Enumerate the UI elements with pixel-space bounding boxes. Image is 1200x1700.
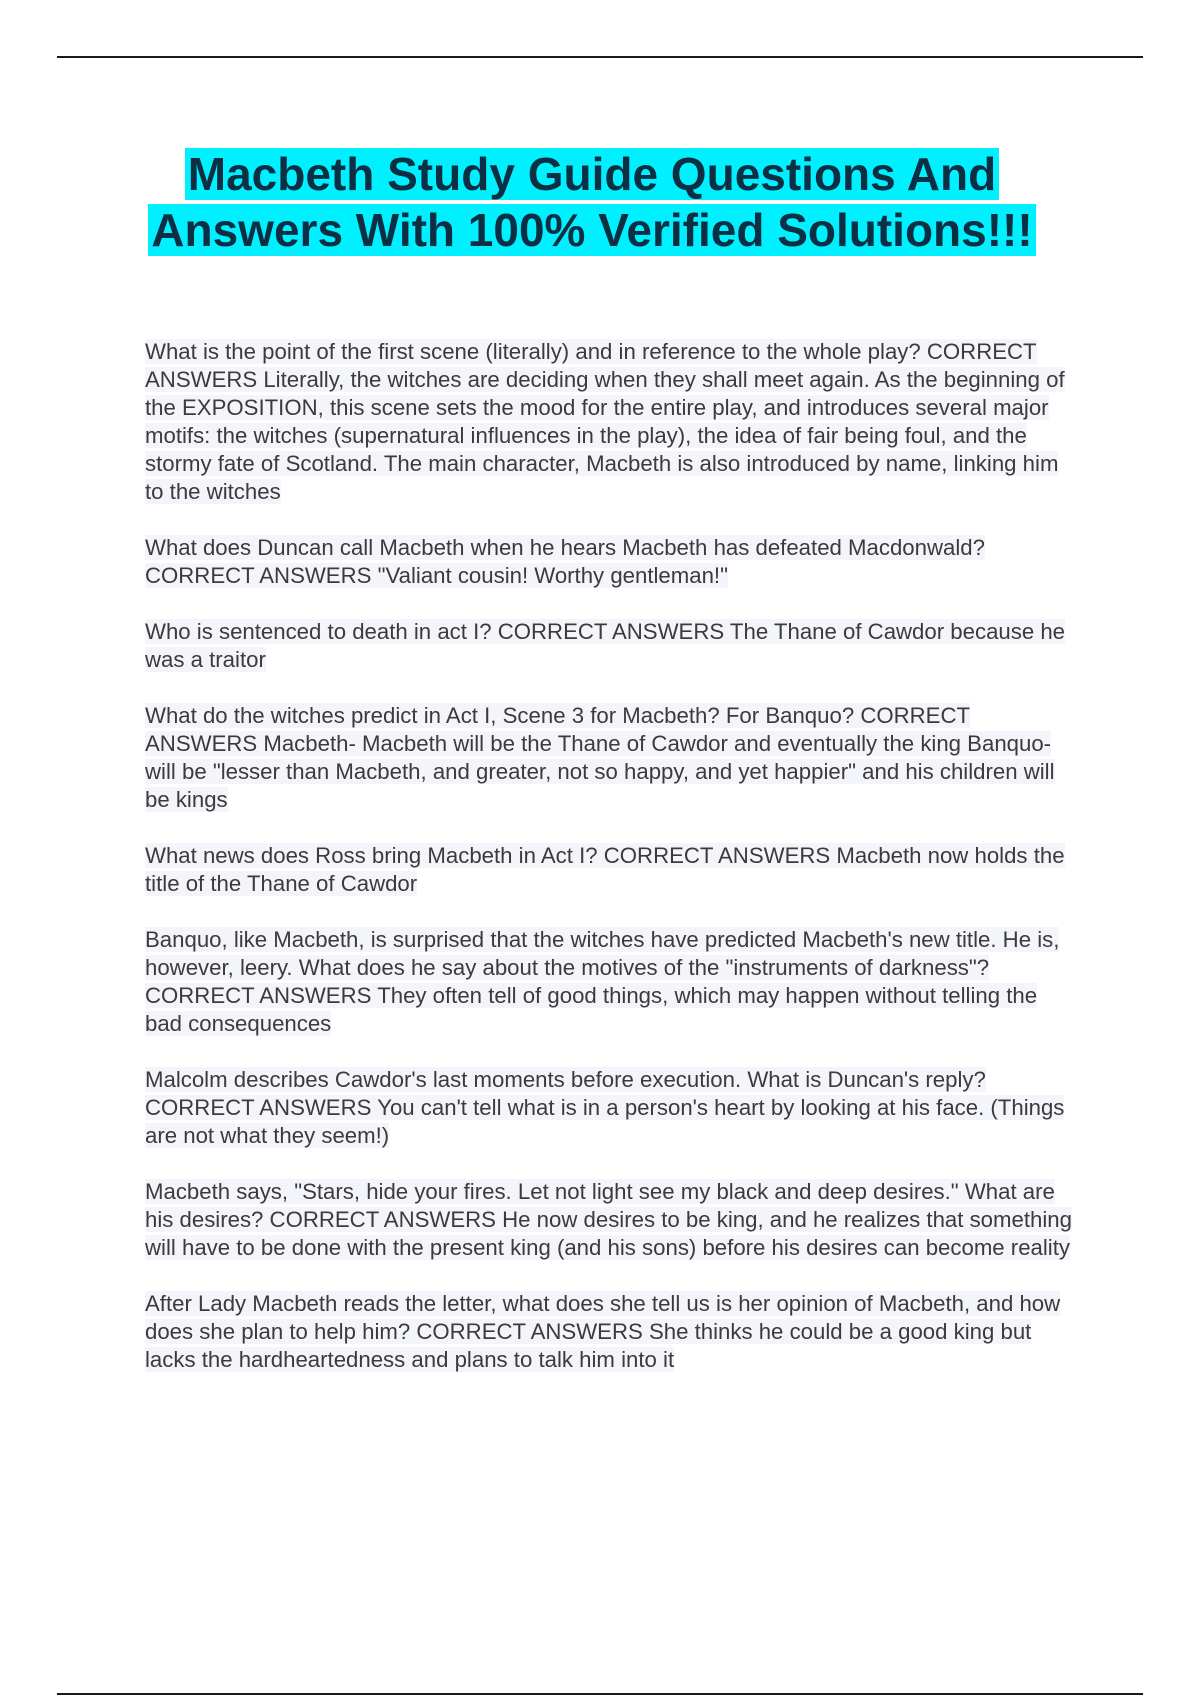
qa-text: Who is sentenced to death in act I? CORRECT ANSWERS The Thane of Cawdor because he was a traitor	[145, 619, 1066, 672]
qa-text: After Lady Macbeth reads the letter, what does she tell us is her opinion of Macbeth, and how does she plan to help him? CORRECT ANSWERS She thinks he could be a good king but lacks the hardheartedness and plans to talk him into it	[145, 1291, 1061, 1372]
qa-item	[145, 1178, 1075, 1262]
qa-item	[145, 702, 1075, 814]
qa-text: What does Duncan call Macbeth when he hears Macbeth has defeated Macdonwald? CORRECT ANSWERS "Valiant cousin! Worthy gentleman!"	[145, 535, 985, 588]
qa-item	[145, 842, 1075, 898]
qa-item	[145, 338, 1075, 506]
qa-text: What news does Ross bring Macbeth in Act I? CORRECT ANSWERS Macbeth now holds the title of the Thane of Cawdor	[145, 843, 1065, 896]
qa-item	[145, 926, 1075, 1038]
qa-item	[145, 618, 1075, 674]
title-block	[120, 146, 1064, 258]
qa-item	[145, 1066, 1075, 1150]
qa-text: What is the point of the first scene (literally) and in reference to the whole play? CORRECT ANSWERS Literally, the witches are deciding when they shall meet again. As the beginning of the EXPOSITION, this scene sets the mood for the entire play, and introduces several major motifs: the witches (supernatural influences in the play), the idea of fair being foul, and the stormy fate of Scotland. The main character, Macbeth is also introduced by name, linking him to the witches	[145, 339, 1065, 504]
qa-item	[145, 1290, 1075, 1374]
qa-text: Banquo, like Macbeth, is surprised that the witches have predicted Macbeth's new title. He is, however, leery. What does he say about the motives of the "instruments of darkness"? CORRECT ANSWERS They often tell of good things, which may happen without telling the bad consequences	[145, 927, 1060, 1036]
qa-item	[145, 534, 1075, 590]
qa-text: What do the witches predict in Act I, Scene 3 for Macbeth? For Banquo? CORRECT ANSWERS Macbeth- Macbeth will be the Thane of Cawdor and eventually the king Banquo- will be "lesser than Macbeth, and greater, not so happy, and yet happier" and his children will be kings	[145, 703, 1055, 812]
qa-text: Macbeth says, "Stars, hide your fires. Let not light see my black and deep desires." What are his desires? CORRECT ANSWERS He now desires to be king, and he realizes that something will have to be done with the present king (and his sons) before his desires can become reality	[145, 1179, 1072, 1260]
footer-rule	[57, 1693, 1143, 1695]
qa-text: Malcolm describes Cawdor's last moments before execution. What is Duncan's reply? CORRECT ANSWERS You can't tell what is in a person's heart by looking at his face. (Things are not what they seem!)	[145, 1067, 1065, 1148]
header-rule	[57, 56, 1143, 58]
qa-list	[145, 338, 1075, 1402]
document-title: Macbeth Study Guide Questions And Answers With 100% Verified Solutions!!!	[148, 148, 1035, 256]
